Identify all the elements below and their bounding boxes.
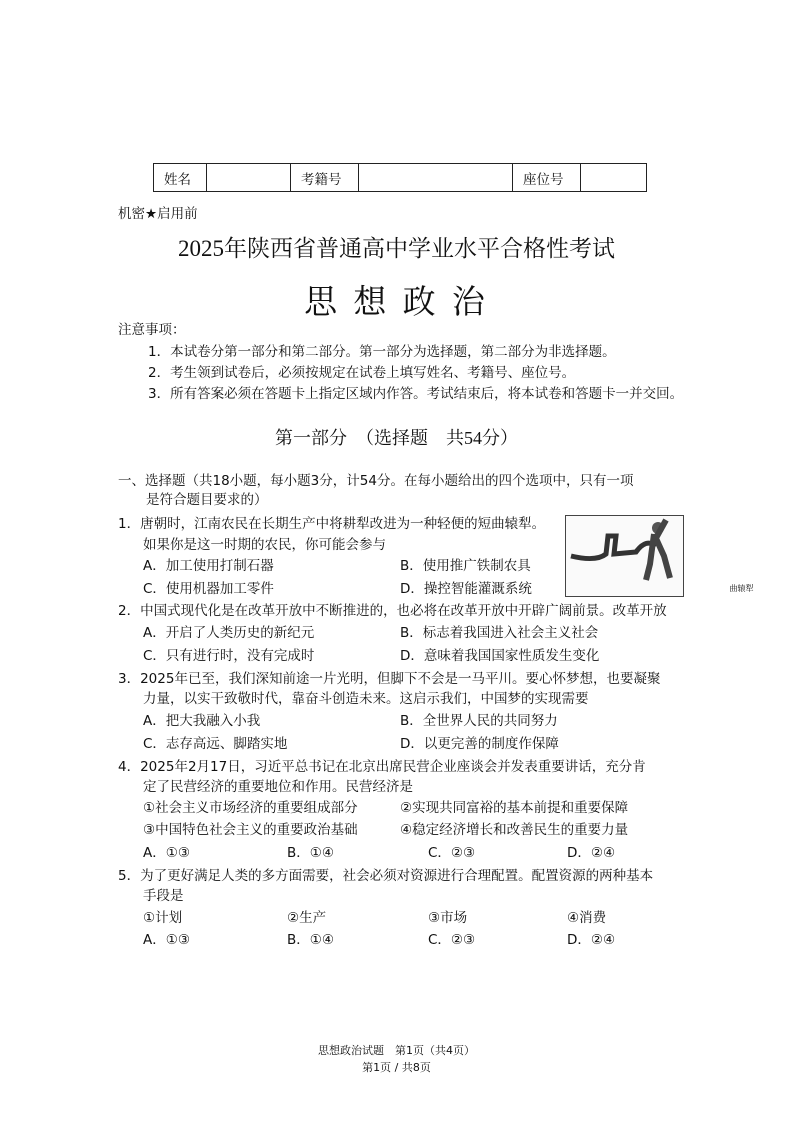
- exam-no-field[interactable]: [359, 164, 513, 192]
- q5-option-a[interactable]: A．①③: [143, 932, 190, 948]
- q1-option-d[interactable]: D．操控智能灌溉系统: [400, 581, 532, 597]
- exam-title: 2025年陕西省普通高中学业水平合格性考试: [178, 236, 615, 261]
- q4-statement: ②实现共同富裕的基本前提和重要保障: [400, 800, 629, 816]
- q2-option-a[interactable]: A．开启了人类历史的新纪元: [143, 625, 315, 641]
- q2-option-b[interactable]: B．标志着我国进入社会主义社会: [400, 625, 599, 641]
- q5-option-b[interactable]: B．①④: [287, 932, 334, 948]
- section-instructions: 是符合题目要求的）: [146, 492, 268, 508]
- q5-statement: ④消费: [567, 910, 607, 926]
- question-1-stem: 如果你是这一时期的农民，你可能会参与: [143, 537, 386, 553]
- q5-option-c[interactable]: C．②③: [428, 932, 476, 948]
- notice-item: 2．考生领到试卷后，必须按规定在试卷上填写姓名、考籍号、座位号。: [148, 365, 576, 381]
- question-4-stem: 4．2025年2月17日，习近平总书记在北京出席民营企业座谈会并发表重要讲话，充分肯: [118, 759, 646, 775]
- q4-option-c[interactable]: C．②③: [428, 845, 476, 861]
- candidate-info-table: [153, 163, 647, 192]
- q5-statement: ②生产: [287, 910, 327, 926]
- question-3-stem: 力量，以实干致敬时代，靠奋斗创造未来。这启示我们，中国梦的实现需要: [143, 691, 589, 707]
- q1-option-c[interactable]: C．使用机器加工零件: [143, 581, 274, 597]
- q3-option-b[interactable]: B．全世界人民的共同努力: [400, 713, 558, 729]
- q3-option-a[interactable]: A．把大我融入小我: [143, 713, 261, 729]
- part-heading: 第一部分 （选择题 共54分）: [275, 428, 518, 448]
- q2-option-d[interactable]: D．意味着我国国家性质发生变化: [400, 648, 600, 664]
- q4-statement: ③中国特色社会主义的重要政治基础: [143, 822, 358, 838]
- exam-no-label: 考籍号: [291, 164, 359, 192]
- name-label: 姓名: [154, 164, 207, 192]
- q4-option-a[interactable]: A．①③: [143, 845, 190, 861]
- q5-option-d[interactable]: D．②④: [567, 932, 616, 948]
- name-field[interactable]: [207, 164, 291, 192]
- q4-option-b[interactable]: B．①④: [287, 845, 334, 861]
- curved-plow-image: [566, 516, 683, 584]
- question-4-stem: 定了民营经济的重要地位和作用。民营经济是: [143, 779, 413, 795]
- question-1-stem: 1．唐朝时，江南农民在长期生产中将耕犁改进为一种轻便的短曲辕犁。: [118, 516, 546, 532]
- notice-item: 3．所有答案必须在答题卡上指定区域内作答。考试结束后，将本试卷和答题卡一并交回。: [148, 386, 684, 402]
- question-2-stem: 2．中国式现代化是在改革开放中不断推进的，也必将在改革开放中开辟广阔前景。改革开放: [118, 603, 667, 619]
- question-5-stem: 手段是: [143, 888, 184, 904]
- notice-item: 1．本试卷分第一部分和第二部分。第一部分为选择题，第二部分为非选择题。: [148, 344, 616, 360]
- q3-option-c[interactable]: C．志存高远、脚踏实地: [143, 736, 288, 752]
- q3-option-d[interactable]: D．以更完善的制度作保障: [400, 736, 559, 752]
- section-instructions: 一、选择题（共18小题，每小题3分，计54分。在每小题给出的四个选项中，只有一项: [118, 473, 634, 489]
- subject-title: 思 想 政 治: [304, 285, 489, 321]
- q5-statement: ③市场: [428, 910, 468, 926]
- question-3-stem: 3．2025年已至，我们深知前途一片光明，但脚下不会是一马平川。要心怀梦想，也要凝聚: [118, 671, 661, 687]
- q1-option-b[interactable]: B．使用推广铁制农具: [400, 558, 531, 574]
- q5-statement: ①计划: [143, 910, 183, 926]
- notice-heading: 注意事项：: [118, 322, 186, 338]
- q2-option-c[interactable]: C．只有进行时，没有完成时: [143, 648, 315, 664]
- q4-statement: ④稳定经济增长和改善民生的重要力量: [400, 822, 629, 838]
- q1-option-a[interactable]: A．加工使用打制石器: [143, 558, 274, 574]
- seat-field[interactable]: [581, 164, 647, 192]
- seat-label: 座位号: [513, 164, 581, 192]
- page-footer: 思想政治试题 第1页（共4页）: [318, 1044, 475, 1057]
- plow-illustration: [565, 515, 754, 597]
- question-5-stem: 5．为了更好满足人类的多方面需要，社会必须对资源进行合理配置。配置资源的两种基本: [118, 868, 654, 884]
- secret-mark: 机密★启用前: [118, 206, 198, 222]
- page-counter: 第1页 / 共8页: [362, 1061, 431, 1074]
- q4-statement: ①社会主义市场经济的重要组成部分: [143, 800, 358, 816]
- q4-option-d[interactable]: D．②④: [567, 845, 616, 861]
- plow-caption: 曲辕犁: [729, 584, 754, 593]
